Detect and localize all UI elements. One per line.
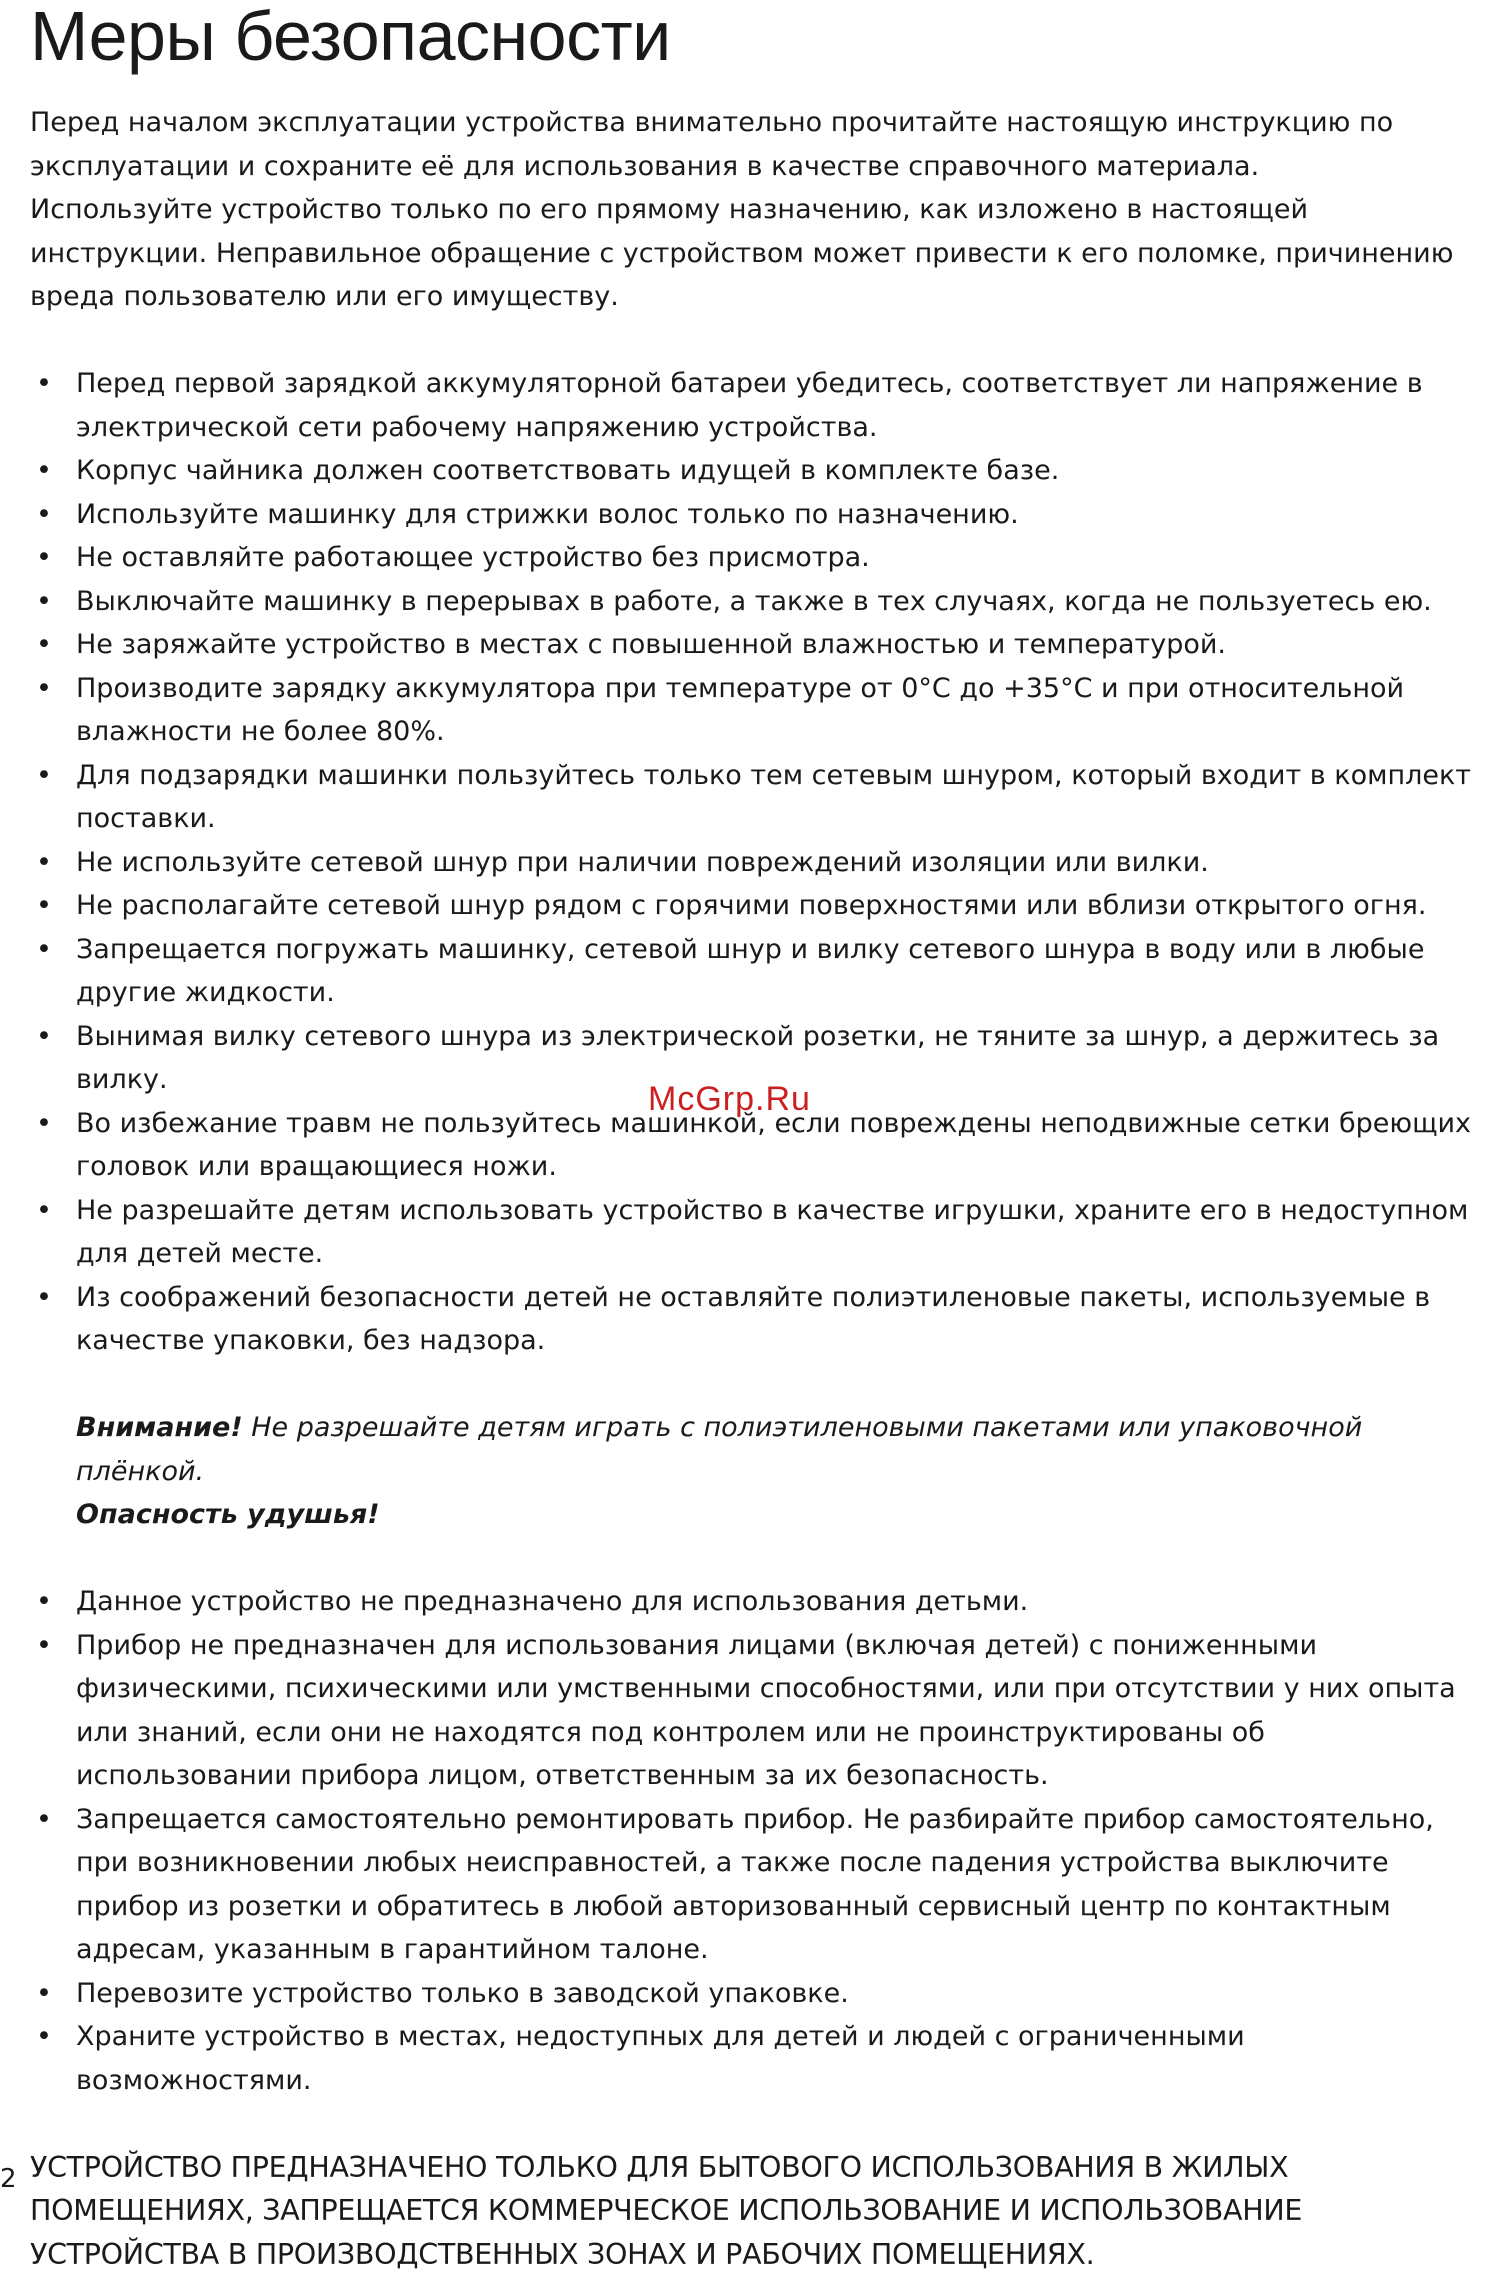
bullet-icon: •	[36, 1798, 52, 1842]
safety-list-primary	[30, 362, 1480, 1363]
list-item-text: Запрещается самостоятельно ремонтировать прибор. Не разбирайте прибор самостоятельно, при возникновении любых неисправностей, а также после падения устройства выключите прибор из розетки и обратитесь в любой авторизованный сервисный центр по контактным адресам, указанным в гарантийном талоне.	[76, 1804, 1434, 1966]
list-item-text: Выключайте машинку в перерывах в работе, а также в тех случаях, когда не пользуетесь ею.	[76, 586, 1432, 617]
bullet-icon: •	[36, 1624, 52, 1668]
list-item-text: Во избежание травм не пользуйтесь машинкой, если повреждены неподвижные сетки бреющих головок или вращающиеся ножи.	[76, 1108, 1471, 1183]
list-item-text: Для подзарядки машинки пользуйтесь только тем сетевым шнуром, который входит в комплект поставки.	[76, 760, 1471, 835]
safety-list-secondary	[30, 1580, 1480, 2102]
danger-label: Опасность удушья!	[76, 1499, 380, 1530]
list-item-text: Храните устройство в местах, недоступных для детей и людей с ограниченными возможностями.	[76, 2021, 1245, 2096]
bullet-icon: •	[36, 623, 52, 667]
bullet-icon: •	[36, 449, 52, 493]
bullet-icon: •	[36, 1580, 52, 1624]
watermark: McGrp.Ru	[648, 1080, 811, 1119]
list-item	[30, 493, 1480, 537]
list-item	[30, 841, 1480, 885]
list-item	[30, 754, 1480, 841]
list-item-text: Не используйте сетевой шнур при наличии повреждений изоляции или вилки.	[76, 847, 1209, 878]
list-item-text: Используйте машинку для стрижки волос только по назначению.	[76, 499, 1019, 530]
page-title: Меры безопасности	[30, 0, 671, 74]
warning-label: Внимание!	[76, 1412, 243, 1443]
bullet-icon: •	[36, 493, 52, 537]
bullet-icon: •	[36, 580, 52, 624]
bullet-icon: •	[36, 754, 52, 798]
list-item-text: Корпус чайника должен соответствовать идущей в комплекте базе.	[76, 455, 1059, 486]
household-use-notice: УСТРОЙСТВО ПРЕДНАЗНАЧЕНО ТОЛЬКО ДЛЯ БЫТОВОГО ИСПОЛЬЗОВАНИЯ В ЖИЛЫХ ПОМЕЩЕНИЯХ, ЗАПРЕЩАЕТСЯ КОММЕРЧЕСКОЕ ИСПОЛЬЗОВАНИЕ И ИСПОЛЬЗОВАНИЕ УСТРОЙСТВА В ПРОИЗВОДСТВЕННЫХ ЗОНАХ И РАБОЧИХ ПОМЕЩЕНИЯХ.	[30, 2146, 1480, 2276]
list-item-text: Вынимая вилку сетевого шнура из электрической розетки, не тяните за шнур, а держитесь за вилку.	[76, 1021, 1439, 1096]
bullet-icon: •	[36, 536, 52, 580]
bullet-icon: •	[36, 1189, 52, 1233]
bullet-icon: •	[36, 1015, 52, 1059]
list-item-text: Не располагайте сетевой шнур рядом с горячими поверхностями или вблизи открытого огня.	[76, 890, 1426, 921]
bullet-icon: •	[36, 1972, 52, 2016]
bullet-icon: •	[36, 2015, 52, 2059]
intro-paragraph: Перед началом эксплуатации устройства внимательно прочитайте настоящую инструкцию по эксплуатации и сохраните её для использования в качестве справочного материала.	[30, 101, 1480, 188]
list-item	[30, 1580, 1480, 1624]
bullet-icon: •	[36, 884, 52, 928]
list-item	[30, 1276, 1480, 1363]
list-item	[30, 884, 1480, 928]
list-item-text: Данное устройство не предназначено для использования детьми.	[76, 1586, 1028, 1617]
intro-paragraph: Используйте устройство только по его прямому назначению, как изложено в настоящей инструкции. Неправильное обращение с устройством может привести к его поломке, причинению вреда пользователю или его имуществу.	[30, 188, 1480, 319]
list-item	[30, 1972, 1480, 2016]
list-item	[30, 1624, 1480, 1798]
page-number: 2	[0, 2163, 17, 2195]
list-item-text: Не оставляйте работающее устройство без присмотра.	[76, 542, 870, 573]
bullet-icon: •	[36, 1276, 52, 1320]
list-item-text: Перевозите устройство только в заводской упаковке.	[76, 1978, 849, 2009]
list-item	[30, 580, 1480, 624]
bullet-icon: •	[36, 362, 52, 406]
list-item	[30, 2015, 1480, 2102]
list-item-text: Не разрешайте детям использовать устройство в качестве игрушки, храните его в недоступном для детей месте.	[76, 1195, 1468, 1270]
list-item	[30, 536, 1480, 580]
list-item-text: Производите зарядку аккумулятора при температуре от 0°С до +35°С и при относительной влажности не более 80%.	[76, 673, 1404, 748]
bullet-icon: •	[36, 667, 52, 711]
list-item	[30, 1189, 1480, 1276]
list-item-text: Прибор не предназначен для использования лицами (включая детей) с пониженными физическими, психическими или умственными способностями, или при отсутствии у них опыта или знаний, если они не находятся под контролем или не проинструктированы об использовании прибора лицом, ответственным за их безопасность.	[76, 1630, 1456, 1792]
document-body	[30, 101, 1480, 2276]
list-item-text: Не заряжайте устройство в местах с повышенной влажностью и температурой.	[76, 629, 1226, 660]
list-item	[30, 1798, 1480, 1972]
list-item	[30, 623, 1480, 667]
bullet-icon: •	[36, 841, 52, 885]
bullet-icon: •	[36, 928, 52, 972]
list-item-text: Перед первой зарядкой аккумуляторной батареи убедитесь, соответствует ли напряжение в электрической сети рабочему напряжению устройства.	[76, 368, 1423, 443]
list-item	[30, 449, 1480, 493]
list-item-text: Из соображений безопасности детей не оставляйте полиэтиленовые пакеты, используемые в качестве упаковки, без надзора.	[76, 1282, 1430, 1357]
warning-text: Не разрешайте детям играть с полиэтиленовыми пакетами или упаковочной плёнкой.	[76, 1412, 1362, 1487]
list-item	[30, 362, 1480, 449]
list-item	[30, 928, 1480, 1015]
warning-block	[76, 1406, 1480, 1537]
list-item-text: Запрещается погружать машинку, сетевой шнур и вилку сетевого шнура в воду или в любые другие жидкости.	[76, 934, 1424, 1009]
bullet-icon: •	[36, 1102, 52, 1146]
list-item	[30, 667, 1480, 754]
